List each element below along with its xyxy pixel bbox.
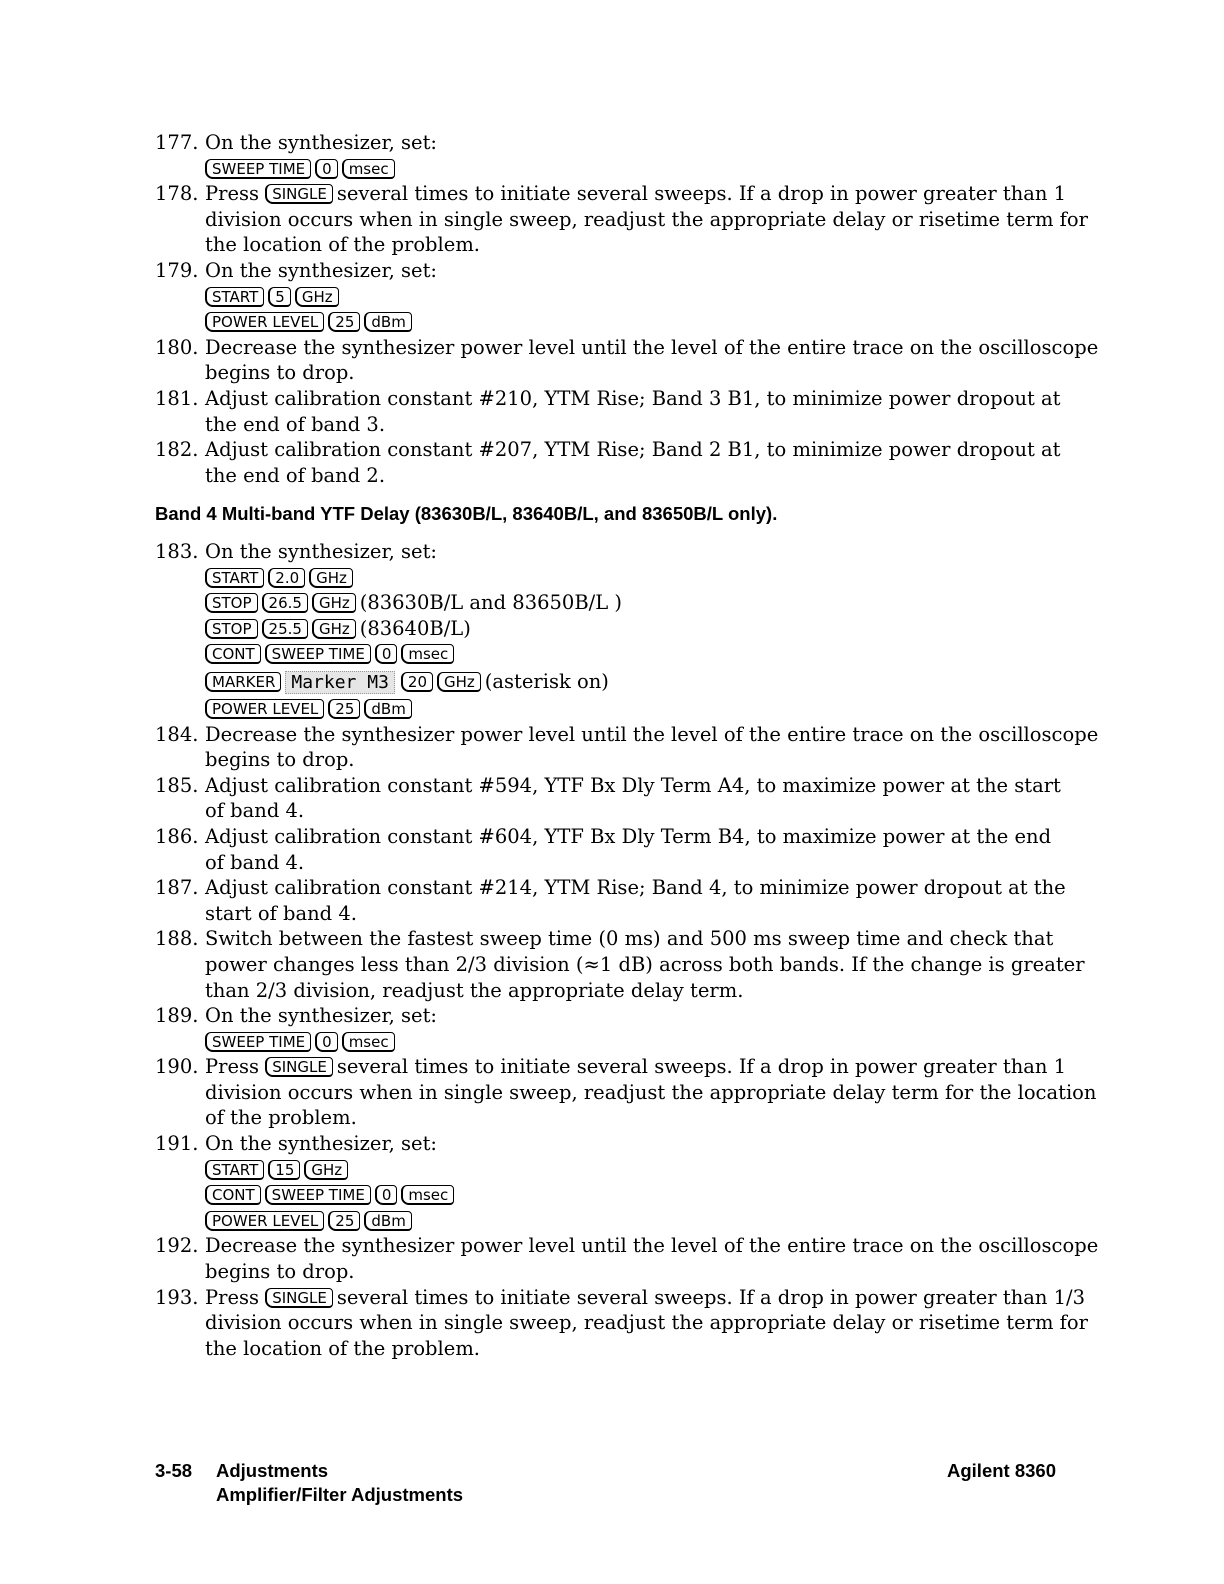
step-190 — [155, 1054, 1097, 1131]
step-number: 188. — [155, 927, 199, 951]
msec-key: msec — [401, 644, 454, 664]
twentyfive-five-key: 25.5 — [262, 619, 308, 639]
zero-key: 0 — [315, 159, 338, 179]
step-text: Press — [205, 1055, 259, 1079]
step-text: the end of band 3. — [205, 412, 386, 436]
step-number: 180. — [155, 335, 199, 359]
step-182 — [155, 437, 1060, 488]
step-177 — [155, 130, 1060, 181]
step-text: the location of the problem. — [205, 1336, 481, 1360]
page-number: 3-58 — [155, 1460, 193, 1481]
step-189 — [155, 1003, 1060, 1054]
section-heading: Band 4 Multi-band YTF Delay (83630B/L, 83640B/L, and 83650B/L only). — [155, 503, 778, 524]
msec-key: msec — [342, 1032, 395, 1052]
step-number: 178. — [155, 182, 199, 206]
step-text: of band 4. — [205, 850, 305, 874]
msec-key: msec — [342, 159, 395, 179]
ghz-key: GHz — [295, 287, 339, 307]
fifteen-key: 15 — [268, 1160, 300, 1180]
start-key: START — [205, 568, 264, 588]
step-text: Adjust calibration constant #207, YTM Rise; Band 2 B1, to minimize power dropout at — [205, 438, 1061, 462]
start-key: START — [205, 1160, 264, 1180]
step-text: On the synthesizer, set: — [205, 258, 437, 282]
model-note: (83630B/L and 83650B/L ) — [359, 591, 622, 615]
step-text: Decrease the synthesizer power level until the level of the entire trace on the oscilloscope — [205, 722, 1099, 746]
ghz-key: GHz — [312, 619, 356, 639]
key-sequence — [205, 1208, 1060, 1234]
step-number: 181. — [155, 386, 199, 410]
cont-key: CONT — [205, 1185, 261, 1205]
key-sequence — [205, 696, 1060, 722]
step-number: 190. — [155, 1055, 199, 1079]
power-level-key: POWER LEVEL — [205, 699, 324, 719]
start-key: START — [205, 287, 264, 307]
twentyfive-key: 25 — [328, 699, 360, 719]
step-text: several times to initiate several sweeps. If a drop in power greater than 1 — [336, 1055, 1067, 1079]
step-text: Press — [205, 1285, 259, 1309]
step-text: the location of the problem. — [205, 233, 481, 257]
twentyfive-key: 25 — [328, 1211, 360, 1231]
marker-m3-softkey: Marker M3 — [285, 671, 395, 694]
sweep-time-key: SWEEP TIME — [265, 1185, 371, 1205]
step-number: 191. — [155, 1132, 199, 1156]
asterisk-note: (asterisk on) — [484, 669, 609, 693]
ghz-key: GHz — [437, 672, 481, 692]
steps-list-top — [155, 130, 1099, 488]
step-text: division occurs when in single sweep, readjust the appropriate delay term for the location — [205, 1080, 1097, 1104]
step-text: On the synthesizer, set: — [205, 1004, 437, 1028]
twenty-key: 20 — [401, 672, 433, 692]
step-text: power changes less than 2/3 division (≈1 dB) across both bands. If the change is greater — [205, 952, 1085, 976]
step-text: several times to initiate several sweeps. If a drop in power greater than 1 — [336, 182, 1067, 206]
step-185 — [155, 773, 1060, 824]
step-text: of the problem. — [205, 1106, 357, 1130]
single-key: SINGLE — [265, 1057, 333, 1077]
step-text: Decrease the synthesizer power level until the level of the entire trace on the oscilloscope — [205, 335, 1099, 359]
step-number: 186. — [155, 824, 199, 848]
dbm-key: dBm — [364, 699, 411, 719]
step-180 — [155, 335, 1099, 386]
step-number: 189. — [155, 1004, 199, 1028]
key-sequence — [205, 641, 1060, 667]
step-text: division occurs when in single sweep, readjust the appropriate delay or risetime term for — [205, 207, 1088, 231]
section-title: Amplifier/Filter Adjustments — [216, 1484, 464, 1505]
twentyfive-key: 25 — [328, 312, 360, 332]
product-name: Agilent 8360 — [947, 1460, 1056, 1481]
step-number: 184. — [155, 722, 199, 746]
step-text: start of band 4. — [205, 901, 357, 925]
step-178 — [155, 181, 1088, 258]
key-sequence — [205, 616, 1060, 642]
stop-key: STOP — [205, 619, 258, 639]
step-184 — [155, 722, 1099, 773]
step-number: 177. — [155, 131, 199, 154]
step-text: Press — [205, 182, 259, 206]
step-text: Adjust calibration constant #594, YTF Bx Dly Term A4, to maximize power at the start — [205, 773, 1061, 797]
step-number: 179. — [155, 258, 199, 282]
key-sequence — [205, 565, 1060, 591]
step-186 — [155, 824, 1060, 875]
step-number: 182. — [155, 438, 199, 462]
key-sequence — [205, 590, 1060, 616]
step-number: 187. — [155, 876, 199, 900]
zero-key: 0 — [315, 1032, 338, 1052]
chapter-title: Adjustments — [216, 1460, 329, 1481]
step-text: begins to drop. — [205, 361, 355, 385]
step-text: Adjust calibration constant #214, YTM Rise; Band 4, to minimize power dropout at the — [205, 876, 1066, 900]
step-text: begins to drop. — [205, 748, 355, 772]
two-point-zero-key: 2.0 — [268, 568, 305, 588]
step-text: than 2/3 division, readjust the appropriate delay term. — [205, 978, 744, 1002]
twentysix-five-key: 26.5 — [262, 593, 308, 613]
key-sequence — [205, 156, 1060, 182]
key-sequence — [205, 1182, 1060, 1208]
key-sequence — [205, 1029, 1060, 1055]
step-188 — [155, 926, 1085, 1003]
dbm-key: dBm — [364, 1211, 411, 1231]
step-text: On the synthesizer, set: — [205, 540, 437, 563]
ghz-key: GHz — [304, 1160, 348, 1180]
ghz-key: GHz — [312, 593, 356, 613]
step-text: Adjust calibration constant #210, YTM Rise; Band 3 B1, to minimize power dropout at — [205, 386, 1061, 410]
step-text: Adjust calibration constant #604, YTF Bx Dly Term B4, to maximize power at the end — [205, 824, 1052, 848]
step-text: Decrease the synthesizer power level until the level of the entire trace on the oscilloscope — [205, 1234, 1099, 1258]
marker-key: MARKER — [205, 672, 281, 692]
step-text: begins to drop. — [205, 1260, 355, 1284]
sweep-time-key: SWEEP TIME — [265, 644, 371, 664]
step-text: several times to initiate several sweeps. If a drop in power greater than 1/3 — [336, 1285, 1086, 1309]
step-text: On the synthesizer, set: — [205, 1132, 437, 1156]
step-191 — [155, 1131, 1060, 1233]
footer-left — [155, 1459, 463, 1507]
key-sequence — [205, 1157, 1060, 1183]
step-179 — [155, 258, 1060, 335]
zero-key: 0 — [375, 644, 398, 664]
step-text: the end of band 2. — [205, 463, 386, 487]
ghz-key: GHz — [309, 568, 353, 588]
step-193 — [155, 1285, 1088, 1362]
step-text: of band 4. — [205, 799, 305, 823]
power-level-key: POWER LEVEL — [205, 1211, 324, 1231]
step-number: 193. — [155, 1285, 199, 1309]
key-sequence — [205, 667, 1060, 696]
sweep-time-key: SWEEP TIME — [205, 1032, 311, 1052]
stop-key: STOP — [205, 593, 258, 613]
step-text: division occurs when in single sweep, readjust the appropriate delay or risetime term for — [205, 1311, 1088, 1335]
steps-list-bottom — [155, 539, 1099, 1361]
cont-key: CONT — [205, 644, 261, 664]
step-183 — [155, 539, 1060, 722]
step-187 — [155, 875, 1066, 926]
single-key: SINGLE — [265, 1288, 333, 1308]
step-number: 183. — [155, 540, 199, 563]
msec-key: msec — [401, 1185, 454, 1205]
step-number: 192. — [155, 1234, 199, 1258]
step-192 — [155, 1233, 1099, 1284]
model-note: (83640B/L) — [359, 616, 471, 640]
step-181 — [155, 386, 1060, 437]
step-text: On the synthesizer, set: — [205, 131, 437, 154]
step-number: 185. — [155, 773, 199, 797]
single-key: SINGLE — [265, 184, 333, 204]
step-text: Switch between the fastest sweep time (0 ms) and 500 ms sweep time and check that — [205, 927, 1054, 951]
zero-key: 0 — [375, 1185, 398, 1205]
key-sequence — [205, 309, 1060, 335]
five-key: 5 — [268, 287, 291, 307]
dbm-key: dBm — [364, 312, 411, 332]
power-level-key: POWER LEVEL — [205, 312, 324, 332]
sweep-time-key: SWEEP TIME — [205, 159, 311, 179]
key-sequence — [205, 284, 1060, 310]
